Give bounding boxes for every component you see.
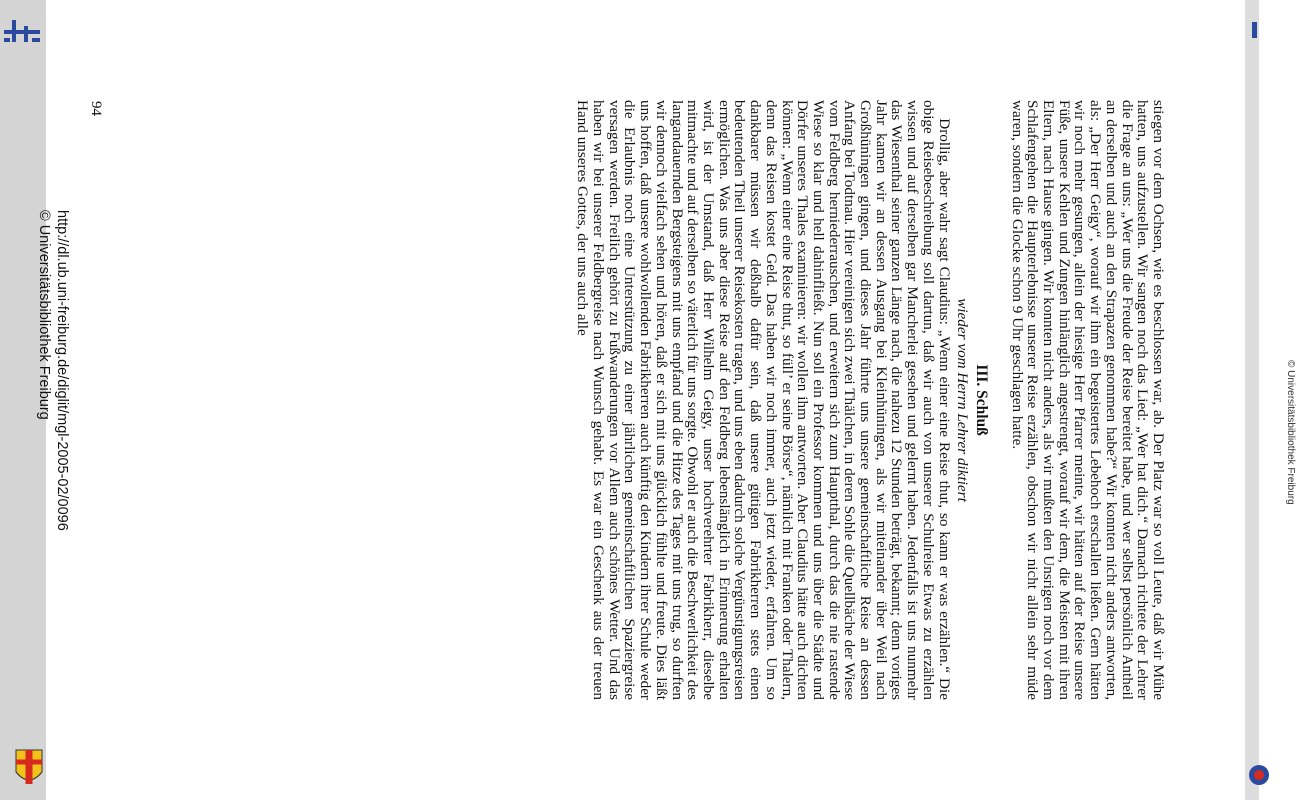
rotated-page-content xyxy=(26,100,1166,700)
section-subheading: wieder vom Herrn Lehrer diktiert xyxy=(954,298,972,502)
footer xyxy=(30,210,70,810)
right-sidebar xyxy=(1245,0,1259,800)
section-heading: III. Schluß xyxy=(972,364,990,436)
body-text xyxy=(575,100,1166,700)
page-number: 94 xyxy=(88,101,104,116)
document-page xyxy=(36,0,1296,800)
footer-copyright: © Universitätsbibliothek Freiburg xyxy=(36,210,52,420)
paragraph-continuation: stiegen vor dem Ochsen, wie es beschlossen war, ab. Der Platz war so voll Leute, daß wir Mühe hatten, uns aufzustellen. Wir sangen noch das Lied: „Wer hat dich.“ Darnach richtete der Lehrer die Frage an uns: „Wer uns die Freude der Reise bereitet habe, und wer selbst persönlich Antheil an derselben und auch an den Strapazen genommen habe?“ Wir konnten nicht anders antworten, als: „Der Herr Geigy“, worauf wir ihm ein begeistertes Lebehoch erschallen ließen. Gern hätten wir noch mehr gesungen, allein der hiesige Herr Pfarrer meinte, wir hätten auf der Reise unsere Füße, unsere Kehlen und Zungen hinlänglich angestrengt, worauf wir dem, die Meisten mit ihren Eltern, nach Hause gingen. Wir konnten nicht anders, als wir mußten den Unsrigen noch vor dem Schlafengehen die Haupterlebnisse unserer Reise erzählen, obschon wir nicht allein sehr müde waren, sondern die Glocke schon 9 Uhr geschlagen hatte. xyxy=(1008,100,1167,700)
right-emblem-icon xyxy=(1249,760,1259,790)
coat-of-arms-icon xyxy=(14,748,44,788)
top-watermark-text: © Universitätsbibliothek Freiburg xyxy=(1285,360,1296,505)
library-logo-icon xyxy=(4,20,40,50)
paragraph-conclusion: Drollig, aber wahr sagt Claudius: „Wenn einer eine Reise thut, so kann er was erzählen.“ Die obige Reisebeschreibung soll dartun, daß wir auch von unserer Schulreise Etwas zu erzählen wissen und auf derselben gar Mancherlei gesehen und gelernt haben. Jedenfalls ist uns nunmehr das Wiesenthal seiner ganzen Länge nach, die nahezu 12 Stunden beträgt, bekannt; denn voriges Jahr kamen wir an dessen Ausgang bei Kleinhüningen, als wir miteinander über Weil nach Großhüningen gingen, und dieses Jahr führte uns unsere gemeinschaftliche Reise an dessen Anfang bei Todtnau. Hier vereinigen sich zwei Thälchen, in deren Sohle die Quellbäche der Wiese vom Feldberg herniederrauschen, und erweitern sich zum Hauptthal, durch das die nie rastende Wiese so klar und hell dahinfließt. Nun soll ein Professor kommen und uns über die Städte und Dörfer unseres Thales examinieren: wir wollen ihm antworten. Aber Claudius hätte auch dichten können: „Wenn einer eine Reise thut, so füll’ er seine Börse“, nämlich mit Franken oder Thalern, denn das Reisen kostet Geld. Das haben wir noch immer, auch jetzt wieder, erfahren. Um so dankbarer müssen wir deßhalb dafür sein, daß unsere gütigen Fabrikherren stets einen bedeutenden Theil unserer Reisekosten tragen, und uns eben dadurch solche Vergünstigungsreisen ermöglichen. Was uns aber diese Reise auf den Feldberg lebenslänglich in Erinnerung erhalten wird, ist der Umstand, daß Herr Wilhelm Geigy, unser hochverehrter Fabrikherr, dieselbe mitmachte und auf derselben so väterlich für uns sorgte. Obwohl er auch die Beschwerlichkeit des langandauernden Bergsteigens mit uns empfand und die Hitze des Tages mit uns trug, so durften wir dennoch vielfach sehen und hören, daß er sich mit uns glücklich fühlte und freute. Dies läßt uns hoffen, daß unsere wohlwollenden Fabrikherren auch künftig den Kindern ihrer Schule weder die Erlaubnis noch eine Unterstützung zu einer jährlichen gemeinschaftlichen Spaziergreise versagen werden. Freilich gehört zu Fußwanderungen vor Allem auch schönes Wetter. Und das haben wir bei unserer Feldbergreise nach Wunsch gehabt. Es war ein Geschenk aus der treuen Hand unseres Gottes, der uns auch alle xyxy=(574,100,953,700)
footer-url: http://dl.ub.uni-freiburg.de/diglit/mgl-2005-02/0096 xyxy=(54,210,70,531)
right-logo-mark-icon xyxy=(1252,22,1257,38)
